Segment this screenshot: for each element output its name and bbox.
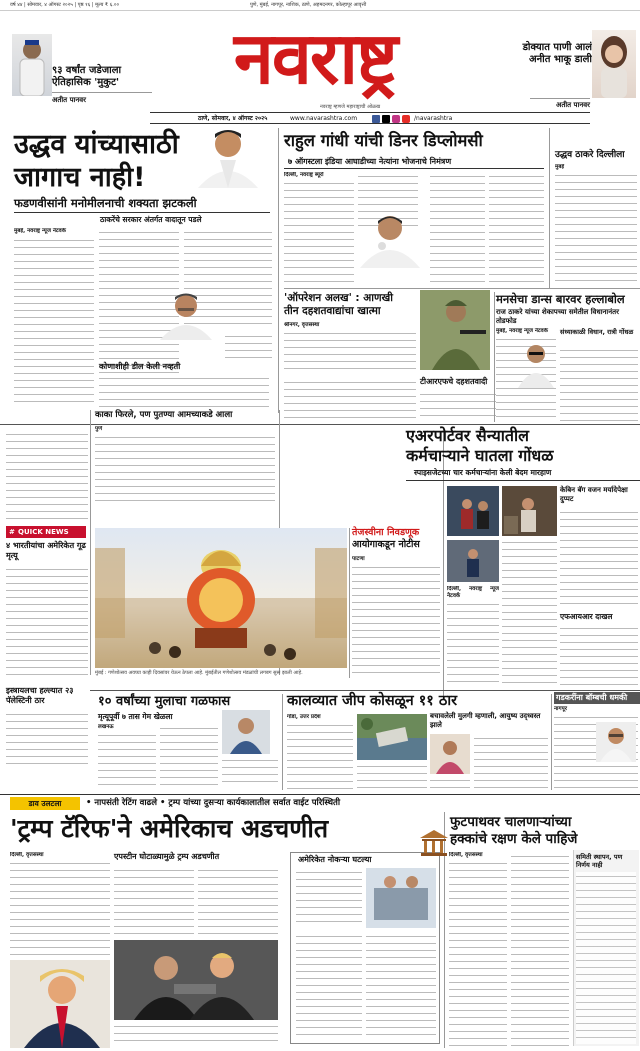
child-subhead: मृत्यूपूर्वी ७ तास गेम खेळला <box>98 712 173 721</box>
lead-headline-line2: जागाच नाही! <box>14 162 146 193</box>
sindoor-byline: श्रीनगर, वृत्तसंस्था <box>284 322 320 328</box>
epstein-photo <box>114 940 278 1020</box>
tejaswi-headline-line1: तेजस्वीना निवडणूक <box>352 527 420 538</box>
lead-box-title[interactable]: कोणाशीही डील केली नव्हती <box>99 362 181 371</box>
uddhav-delhi-body <box>555 164 637 286</box>
airport-headline[interactable] <box>406 426 640 466</box>
jeep-body <box>287 714 353 790</box>
left-teaser-line1[interactable]: ९३ वर्षांत जडेजाला <box>52 65 122 76</box>
sindoor-body <box>284 322 416 374</box>
airport-body <box>502 538 557 688</box>
dateline-bar <box>150 112 590 124</box>
left-teaser-author: अतीत पानवर <box>52 92 152 107</box>
footpath-headline-line2: हक्कांचे रक्षण केले पाहिजे <box>450 831 578 847</box>
trump-headline[interactable]: 'ट्रम्प टॅरिफ'ने अमेरिकाच अडचणीत <box>10 814 329 843</box>
jeep-canal-photo <box>357 714 427 760</box>
website-link[interactable]: www.navarashtra.com <box>290 115 358 122</box>
jeep-victim-photo <box>430 734 470 774</box>
airport-side-title: केबिन बॅग वजन मर्यादेपेक्षा दुप्पट <box>560 486 628 503</box>
rahul-byline: दिल्ली, नवराष्ट्र ब्यूरो <box>284 172 324 178</box>
rahul-col4 <box>489 172 544 282</box>
uddhav-delhi-byline: मुंबई <box>555 164 565 170</box>
airport-body-2 <box>447 586 499 686</box>
sindoor-headline-line1: 'ऑपरेशन अलख' : आणखी <box>284 292 393 304</box>
uddhav-photo <box>150 290 220 340</box>
mns-subhead: राज ठाकरे यांच्या शेकापच्या समेतील विधानानंतर तोडफोड <box>496 308 619 325</box>
airport-video-still-2 <box>502 486 557 536</box>
uncle-body <box>95 426 275 506</box>
mns-side-title: संध्याकाळी विधान, रात्री गोंधळ <box>560 328 634 336</box>
hash-icon: # <box>9 528 15 536</box>
trump-sub1[interactable]: एपस्टीन घोटाळ्यामुळे ट्रम्प अडचणीत <box>114 852 220 861</box>
left-teaser-line2[interactable]: ऐतिहासिक 'मुकुट' <box>52 77 120 88</box>
fadnavis-photo <box>190 126 264 188</box>
uddhav-delhi-headline[interactable]: उद्धव ठाकरे दिल्लीला <box>555 150 625 160</box>
airport-headline-line2: कर्मचाऱ्याने घातला गोंधळ <box>406 446 554 465</box>
mns-headline[interactable]: मनसेचा डान्स बारवर हल्लाबोल <box>496 292 625 306</box>
child-photo <box>222 710 270 754</box>
navarashtra-logo: नवराष्ट्र <box>233 16 397 100</box>
tejaswi-headline[interactable] <box>352 527 442 551</box>
lead-headline[interactable] <box>14 128 214 194</box>
trump-sub2[interactable]: अमेरिकेत नोकऱ्या घटल्या <box>298 855 372 864</box>
quick-item2-body <box>6 710 88 770</box>
footpath-body <box>449 852 507 1046</box>
footpath-side-title[interactable]: समिती स्थापन, पण निर्णय नाही <box>576 853 623 869</box>
right-teaser-line2[interactable]: अनीत भाकू डाली <box>528 54 592 65</box>
tejaswi-byline: पाटणा <box>352 556 365 562</box>
gadkari-headline[interactable]: गडकरींना बॉम्बची धमकी <box>554 692 640 704</box>
lead-kicker: ठाकरेंचे सरकार अंतर्गत वादातून पडले <box>100 215 202 224</box>
child-body <box>98 724 156 788</box>
lead-headline-line1: उद्धव यांच्यासाठी <box>14 129 179 160</box>
jeep-byline: गोंडा, उत्तर प्रदेश <box>287 714 321 720</box>
sindoor-box-title[interactable]: टीआरएफचे दहशतवादी <box>420 377 488 386</box>
airport-subhead: स्पाइसजेटच्या चार कर्मचाऱ्यांना केली बेदम मारहाण <box>414 468 552 477</box>
right-teaser-author: अतीत पानवर <box>530 98 590 110</box>
quick-item1-body <box>6 565 88 680</box>
soldier-photo <box>420 290 490 370</box>
sindoor-headline[interactable] <box>284 292 424 318</box>
dateline: ठाणे, सोमवार, ४ ऑगस्ट २०२५ <box>198 115 268 122</box>
photo-feature-caption: मुंबई : गणेशोत्सव अवघ्या काही दिवसांवर येऊन ठेपला आहे. मुंबईतील गणेशोत्सव मंडळांची लगबग सुरू झाली आहे. <box>95 670 303 676</box>
supreme-court-icon <box>418 828 450 858</box>
lead-subhead: फडणवीसांनी मनोमीलनाची शक्यता झटकली <box>14 196 197 210</box>
lead-col1 <box>14 228 94 408</box>
rahul-col3 <box>430 172 485 282</box>
x-icon[interactable] <box>382 115 390 123</box>
trump-strip <box>0 797 640 810</box>
quick-news-banner <box>6 526 86 538</box>
instagram-icon[interactable] <box>392 115 400 123</box>
airport-video-still-1 <box>447 486 499 536</box>
airport-headline-line1: एअरपोर्टवर सैन्यातील <box>406 426 529 445</box>
footpath-byline: दिल्ली, वृत्तसंस्था <box>449 852 483 858</box>
airport-byline: दिल्ली, नवराष्ट्र न्यूज नेटवर्क <box>447 586 499 599</box>
child-headline[interactable]: १० वर्षांच्या मुलाचा गळफास <box>98 694 231 709</box>
gadkari-photo <box>596 722 636 762</box>
child-byline: लखनऊ <box>98 724 114 730</box>
quick-item2-title[interactable]: इस्त्रायलचा हल्ल्यात २३ पॅलेस्टिनी ठार <box>6 686 74 705</box>
actress-photo <box>592 30 636 98</box>
top-strip <box>0 0 640 11</box>
ganpati-photo <box>95 528 347 668</box>
social-handle[interactable]: /navarashtra <box>414 115 453 122</box>
sindoor-headline-line2: तीन दहशतवाद्यांचा खात्मा <box>284 305 381 317</box>
tejaswi-body <box>352 556 440 674</box>
edition-cities: पुणे, मुंबई, नागपूर, नाशिक, ठाणे, अहमदनगर, कोल्हापूर आवृत्ती <box>250 2 367 8</box>
jeep-subhead: बचावलेली मुलगी म्हणाली, आयुष्य उद्ध्वस्त झाले <box>430 712 541 729</box>
rahul-col1 <box>284 172 354 282</box>
rahul-headline[interactable]: राहुल गांधी यांची डिनर डिप्लोमसी <box>284 131 483 150</box>
trump-strip-text: • नापसंती रेटिंग वाढले • ट्रम्प यांच्या दुसऱ्या कार्यकालातील सर्वात वाईट परिस्थिती <box>86 798 341 808</box>
trump-byline: दिल्ली, वृत्तसंस्था <box>10 852 44 858</box>
tejaswi-headline-line2: आयोगाकडून नोटीस <box>352 539 420 550</box>
right-teaser-line1[interactable]: डोक्यात पाणी आलं <box>522 42 592 53</box>
rahul-photo <box>352 210 426 268</box>
uncle-headline[interactable]: काका फिरले, पण पुतण्या आमच्याकडे आला <box>95 410 233 420</box>
jeep-headline[interactable]: कालव्यात जीप कोसळून ११ ठार <box>287 693 458 709</box>
jobs-photo <box>366 868 436 928</box>
trump-photo <box>10 960 110 1048</box>
trump-strip-label: डाव उलटला <box>10 797 80 810</box>
quick-news-title: QUICK NEWS <box>18 528 69 536</box>
rahul-subhead: ७ ऑगस्टला इंडिया आघाडीच्या नेत्यांना भोजनाचे निमंत्रण <box>288 157 452 166</box>
edition-info: वर्ष ४४ | सोमवार, ४ ऑगस्ट २०२५ | पृष्ठ १६ | मूल्य ₹ ६.०० <box>10 2 120 8</box>
raj-thackeray-photo <box>514 340 558 388</box>
facebook-icon[interactable] <box>372 115 380 123</box>
airport-video-still-3 <box>447 540 499 582</box>
footpath-headline[interactable] <box>450 814 640 848</box>
quick-item1-title[interactable]: ४ भारतीयांचा अमेरिकेत गूढ मृत्यू <box>6 541 86 560</box>
airport-box-title[interactable]: एफआयआर दाखल <box>560 612 613 621</box>
tagline: नवराष्ट्र म्हणजे महाराष्ट्राची ओळख <box>320 104 381 110</box>
gadkari-byline: नागपूर <box>554 706 567 712</box>
uncle-byline: पुणे <box>95 426 103 432</box>
mns-byline: मुंबई, नवराष्ट्र न्यूज नेटवर्क <box>496 328 548 334</box>
lead-byline: मुंबई, नवराष्ट्र न्यूज नेटवर्क <box>14 228 66 234</box>
youtube-icon[interactable] <box>402 115 410 123</box>
jadeja-photo <box>12 34 52 96</box>
footpath-headline-line1: फुटपाथवर चालणाऱ्यांच्या <box>450 814 572 830</box>
